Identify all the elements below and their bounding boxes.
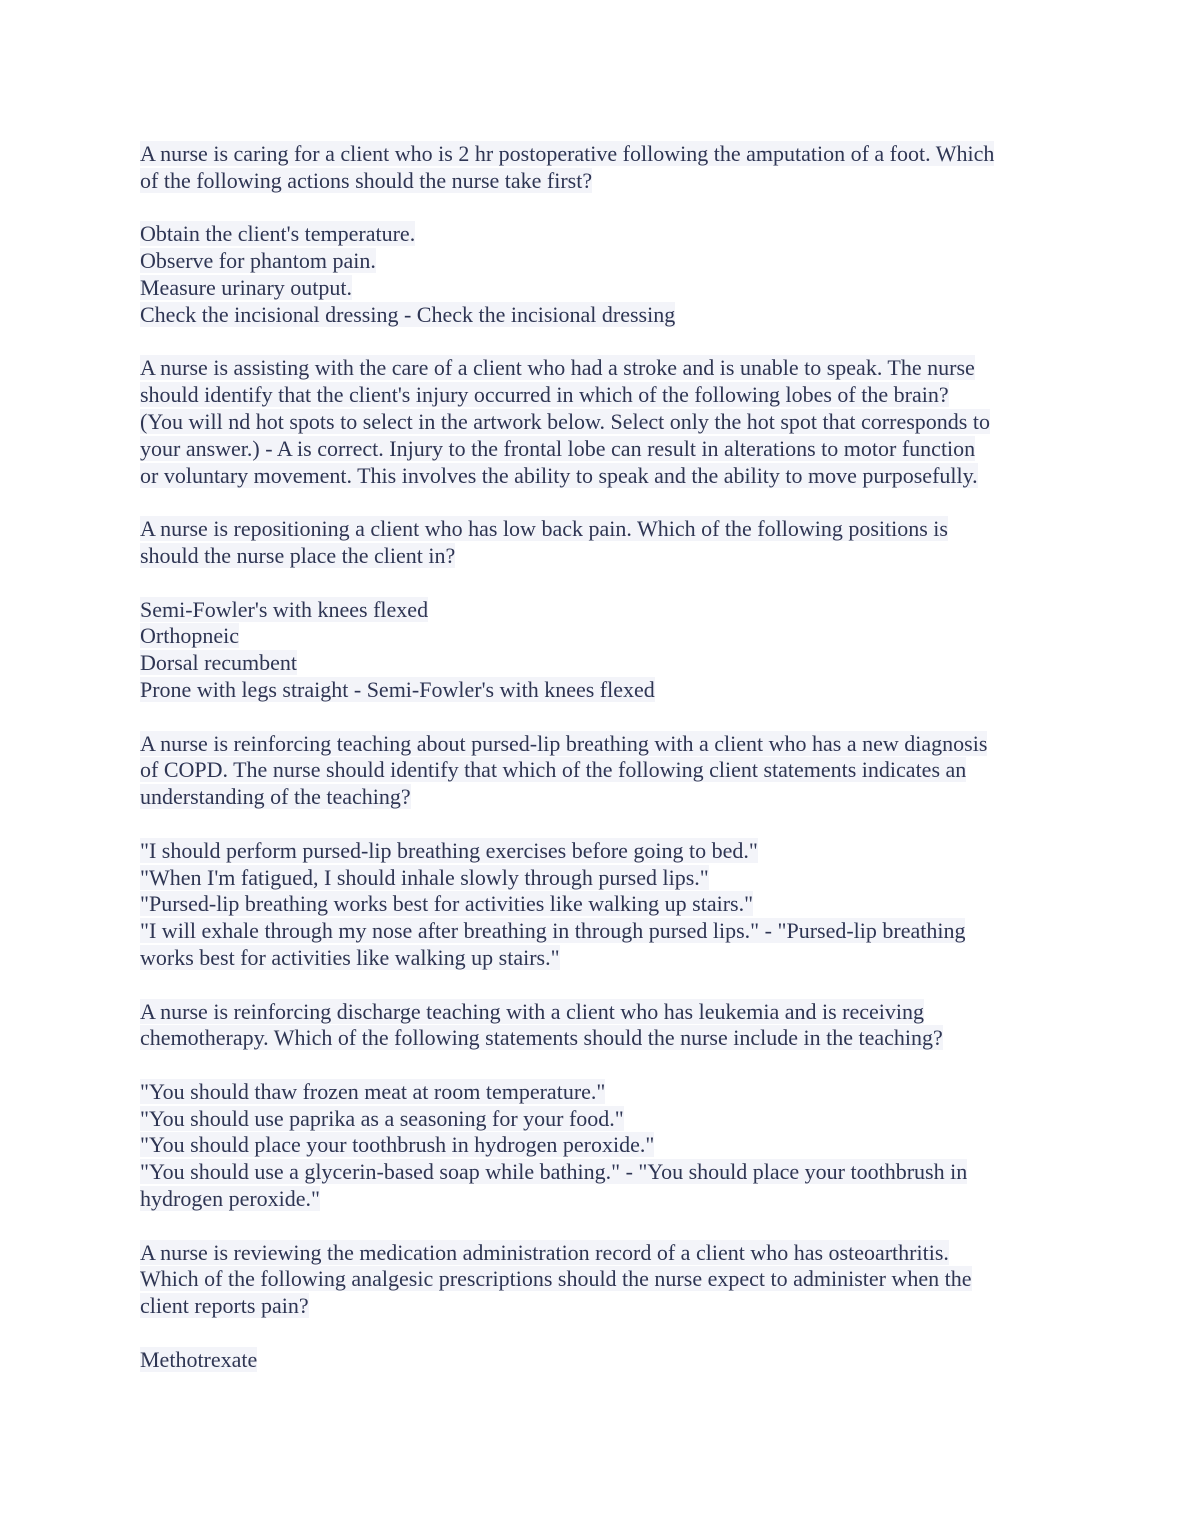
option-line: Dorsal recumbent <box>140 650 297 676</box>
option-line: "Pursed-lip breathing works best for activities like walking up stairs." <box>140 891 754 917</box>
text-line: A nurse is reviewing the medication administration record of a client who has osteoarthritis. <box>140 1239 949 1265</box>
option-line: "You should place your toothbrush in hydrogen peroxide." <box>140 1132 655 1158</box>
text-line: or voluntary movement. This involves the ability to speak and the ability to move purposefully. <box>140 462 978 488</box>
options-block <box>140 221 1060 328</box>
option-line: Obtain the client's temperature. <box>140 221 416 247</box>
document-page <box>140 141 1060 1400</box>
text-line: of the following actions should the nurse take first? <box>140 167 593 193</box>
text-line: A nurse is reinforcing teaching about pursed-lip breathing with a client who has a new diagnosis <box>140 730 988 756</box>
option-line: Measure urinary output. <box>140 274 352 300</box>
option-line: "You should thaw frozen meat at room temperature." <box>140 1078 606 1104</box>
option-line: "I will exhale through my nose after breathing in through pursed lips." - "Pursed-lip breathing <box>140 918 966 944</box>
options-block <box>140 838 1060 972</box>
option-line: "When I'm fatigued, I should inhale slowly through pursed lips." <box>140 864 709 890</box>
question-block <box>140 1240 1060 1320</box>
text-line: A nurse is reinforcing discharge teaching with a client who has leukemia and is receiving <box>140 998 925 1024</box>
text-line: client reports pain? <box>140 1293 309 1319</box>
text-line: (You will nd hot spots to select in the artwork below. Select only the hot spot that corresponds to <box>140 408 990 434</box>
option-line: "I should perform pursed-lip breathing exercises before going to bed." <box>140 837 758 863</box>
options-block <box>140 1079 1060 1213</box>
option-line: Orthopneic <box>140 623 239 649</box>
option-line: works best for activities like walking up stairs." <box>140 944 560 970</box>
text-line: your answer.) - A is correct. Injury to the frontal lobe can result in alterations to motor function <box>140 435 976 461</box>
question-block <box>140 516 1060 570</box>
text-line: should identify that the client's injury occurred in which of the following lobes of the brain? <box>140 382 949 408</box>
question-block <box>140 355 1060 489</box>
option-line: hydrogen peroxide." <box>140 1186 321 1212</box>
option-line: Methotrexate <box>140 1346 258 1372</box>
options-block <box>140 1347 1060 1374</box>
option-line: Observe for phantom pain. <box>140 248 376 274</box>
text-line: A nurse is repositioning a client who has low back pain. Which of the following positions is <box>140 516 948 542</box>
option-line: "You should use a glycerin-based soap while bathing." - "You should place your toothbrush in <box>140 1159 968 1185</box>
text-line: A nurse is assisting with the care of a client who had a stroke and is unable to speak. The nurse <box>140 355 975 381</box>
question-block <box>140 731 1060 811</box>
text-line: should the nurse place the client in? <box>140 542 456 568</box>
question-block <box>140 999 1060 1053</box>
text-line: understanding of the teaching? <box>140 784 411 810</box>
text-line: A nurse is caring for a client who is 2 hr postoperative following the amputation of a foot. Which <box>140 141 995 166</box>
option-line: Semi-Fowler's with knees flexed <box>140 596 429 622</box>
text-line: Which of the following analgesic prescriptions should the nurse expect to administer when the <box>140 1266 972 1292</box>
question-block <box>140 141 1060 195</box>
text-line: of COPD. The nurse should identify that which of the following client statements indicates an <box>140 757 967 783</box>
option-line: Prone with legs straight - Semi-Fowler's with knees flexed <box>140 676 655 702</box>
options-block <box>140 597 1060 704</box>
option-line: "You should use paprika as a seasoning for your food." <box>140 1105 624 1131</box>
option-line: Check the incisional dressing - Check the incisional dressing <box>140 301 676 327</box>
text-line: chemotherapy. Which of the following statements should the nurse include in the teaching? <box>140 1025 943 1051</box>
